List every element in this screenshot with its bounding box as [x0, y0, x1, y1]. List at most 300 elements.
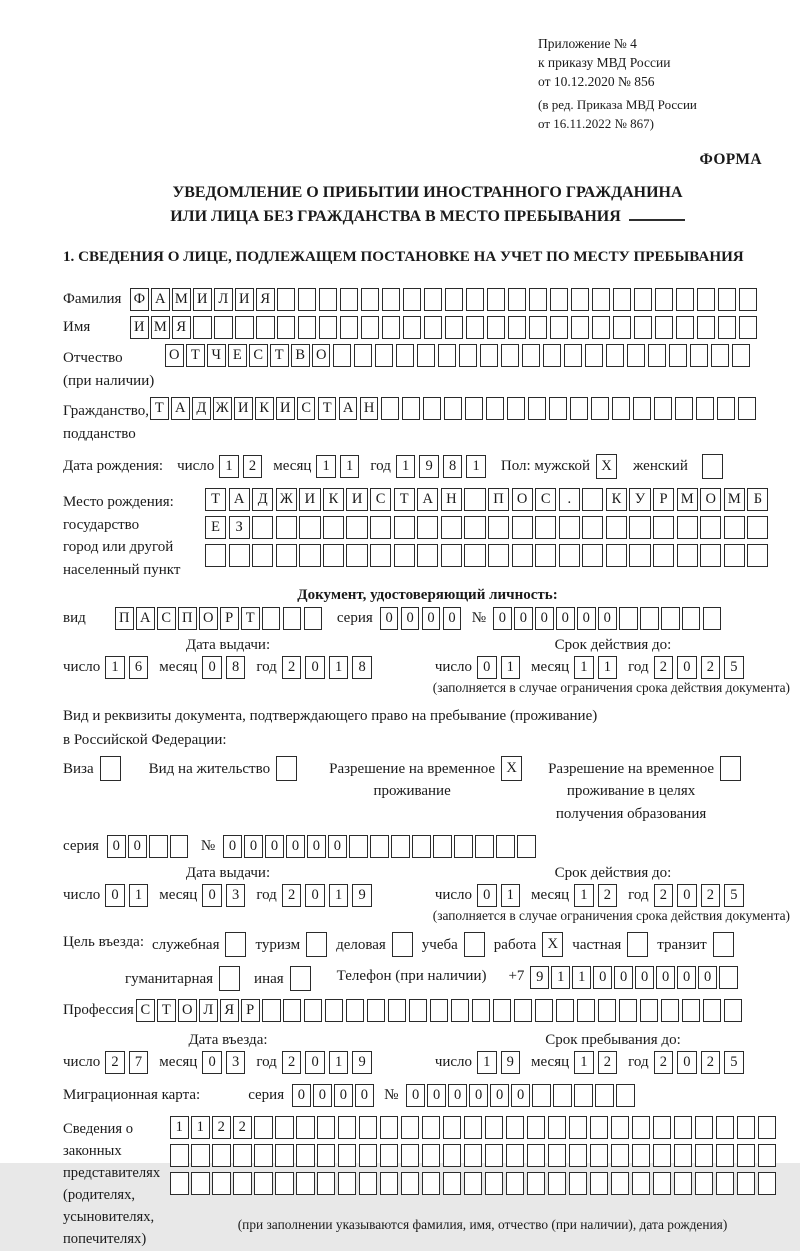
form-cell[interactable]: [674, 1116, 693, 1139]
form-cell[interactable]: [653, 516, 674, 539]
form-cell[interactable]: [611, 1172, 630, 1195]
form-cell[interactable]: [444, 397, 463, 420]
form-cell[interactable]: [697, 316, 716, 339]
purpose-humanitarian-checkbox[interactable]: [219, 966, 240, 991]
form-cell[interactable]: [346, 999, 365, 1022]
form-cell[interactable]: [564, 344, 583, 367]
form-cell[interactable]: [570, 397, 589, 420]
form-cell[interactable]: [433, 835, 452, 858]
form-cell[interactable]: [619, 607, 638, 630]
form-cell[interactable]: И: [193, 288, 212, 311]
form-cell[interactable]: 0: [448, 1084, 467, 1107]
form-cell[interactable]: 2: [654, 1051, 674, 1074]
form-cell[interactable]: [388, 999, 407, 1022]
form-cell[interactable]: [340, 316, 359, 339]
form-cell[interactable]: [724, 544, 745, 567]
form-cell[interactable]: 0: [305, 656, 325, 679]
form-cell[interactable]: К: [606, 488, 627, 511]
form-cell[interactable]: [380, 1172, 399, 1195]
form-cell[interactable]: [233, 1172, 252, 1195]
form-cell[interactable]: С: [249, 344, 268, 367]
purpose-other-checkbox[interactable]: [290, 966, 311, 991]
form-cell[interactable]: О: [512, 488, 533, 511]
form-cell[interactable]: [718, 316, 737, 339]
form-cell[interactable]: 1: [501, 656, 521, 679]
form-cell[interactable]: [535, 544, 556, 567]
form-cell[interactable]: [276, 516, 297, 539]
form-cell[interactable]: 0: [265, 835, 284, 858]
form-cell[interactable]: 2: [598, 1051, 618, 1074]
form-cell[interactable]: [338, 1116, 357, 1139]
form-cell[interactable]: [359, 1116, 378, 1139]
form-cell[interactable]: [464, 1116, 483, 1139]
form-cell[interactable]: Е: [205, 516, 226, 539]
form-cell[interactable]: [445, 316, 464, 339]
form-cell[interactable]: [724, 516, 745, 539]
form-cell[interactable]: 2: [701, 656, 721, 679]
form-cell[interactable]: [559, 544, 580, 567]
form-cell[interactable]: [380, 1144, 399, 1167]
form-cell[interactable]: [298, 316, 317, 339]
form-cell[interactable]: А: [229, 488, 250, 511]
form-cell[interactable]: [485, 1172, 504, 1195]
form-cell[interactable]: [696, 397, 715, 420]
form-cell[interactable]: 1: [170, 1116, 189, 1139]
form-cell[interactable]: Л: [199, 999, 218, 1022]
form-cell[interactable]: 1: [574, 656, 594, 679]
form-cell[interactable]: [532, 1084, 551, 1107]
form-cell[interactable]: 8: [352, 656, 372, 679]
form-cell[interactable]: 0: [401, 607, 420, 630]
form-cell[interactable]: О: [165, 344, 184, 367]
form-cell[interactable]: [527, 1144, 546, 1167]
form-cell[interactable]: [424, 288, 443, 311]
form-cell[interactable]: [653, 1172, 672, 1195]
form-cell[interactable]: 0: [355, 1084, 374, 1107]
form-cell[interactable]: [632, 1172, 651, 1195]
form-cell[interactable]: С: [136, 999, 155, 1022]
form-cell[interactable]: [441, 516, 462, 539]
form-cell[interactable]: 5: [724, 1051, 744, 1074]
form-cell[interactable]: [514, 999, 533, 1022]
form-cell[interactable]: Р: [220, 607, 239, 630]
form-cell[interactable]: 0: [635, 966, 654, 989]
form-cell[interactable]: 0: [511, 1084, 530, 1107]
form-cell[interactable]: [676, 288, 695, 311]
form-cell[interactable]: [409, 999, 428, 1022]
form-cell[interactable]: [417, 516, 438, 539]
form-cell[interactable]: Я: [256, 288, 275, 311]
form-cell[interactable]: [577, 999, 596, 1022]
form-cell[interactable]: [304, 999, 323, 1022]
form-cell[interactable]: Т: [241, 607, 260, 630]
form-cell[interactable]: [556, 999, 575, 1022]
form-cell[interactable]: [591, 397, 610, 420]
form-cell[interactable]: [732, 344, 751, 367]
form-cell[interactable]: 0: [334, 1084, 353, 1107]
form-cell[interactable]: [590, 1172, 609, 1195]
form-cell[interactable]: [319, 288, 338, 311]
form-cell[interactable]: .: [559, 488, 580, 511]
form-cell[interactable]: [401, 1116, 420, 1139]
form-cell[interactable]: [758, 1172, 777, 1195]
form-cell[interactable]: [235, 316, 254, 339]
form-cell[interactable]: [382, 288, 401, 311]
form-cell[interactable]: [582, 488, 603, 511]
form-cell[interactable]: [317, 1116, 336, 1139]
form-cell[interactable]: О: [700, 488, 721, 511]
form-cell[interactable]: [585, 344, 604, 367]
form-cell[interactable]: И: [346, 488, 367, 511]
form-cell[interactable]: [465, 397, 484, 420]
form-cell[interactable]: [522, 344, 541, 367]
form-cell[interactable]: [359, 1172, 378, 1195]
form-cell[interactable]: [611, 1144, 630, 1167]
form-cell[interactable]: [640, 607, 659, 630]
form-cell[interactable]: [191, 1144, 210, 1167]
form-cell[interactable]: [487, 288, 506, 311]
form-cell[interactable]: Ч: [207, 344, 226, 367]
form-cell[interactable]: [747, 544, 768, 567]
form-cell[interactable]: [737, 1172, 756, 1195]
form-cell[interactable]: [661, 999, 680, 1022]
form-cell[interactable]: 1: [551, 966, 570, 989]
form-cell[interactable]: [403, 288, 422, 311]
form-cell[interactable]: [535, 999, 554, 1022]
visa-checkbox[interactable]: [100, 756, 121, 781]
form-cell[interactable]: 9: [352, 884, 372, 907]
form-cell[interactable]: [214, 316, 233, 339]
form-cell[interactable]: И: [235, 288, 254, 311]
form-cell[interactable]: [512, 516, 533, 539]
form-cell[interactable]: [508, 288, 527, 311]
form-cell[interactable]: [299, 544, 320, 567]
form-cell[interactable]: [549, 397, 568, 420]
form-cell[interactable]: [711, 344, 730, 367]
form-cell[interactable]: [296, 1172, 315, 1195]
form-cell[interactable]: [529, 316, 548, 339]
form-cell[interactable]: [262, 607, 281, 630]
form-cell[interactable]: [459, 344, 478, 367]
form-cell[interactable]: [496, 835, 515, 858]
form-cell[interactable]: [361, 316, 380, 339]
form-cell[interactable]: 1: [477, 1051, 497, 1074]
form-cell[interactable]: [254, 1116, 273, 1139]
form-cell[interactable]: [595, 1084, 614, 1107]
form-cell[interactable]: [212, 1172, 231, 1195]
form-cell[interactable]: [758, 1144, 777, 1167]
form-cell[interactable]: Б: [747, 488, 768, 511]
form-cell[interactable]: [193, 316, 212, 339]
form-cell[interactable]: [475, 835, 494, 858]
form-cell[interactable]: [296, 1116, 315, 1139]
form-cell[interactable]: [493, 999, 512, 1022]
form-cell[interactable]: [590, 1144, 609, 1167]
form-cell[interactable]: [501, 344, 520, 367]
form-cell[interactable]: [629, 516, 650, 539]
form-cell[interactable]: 2: [701, 884, 721, 907]
form-cell[interactable]: 0: [493, 607, 512, 630]
form-cell[interactable]: [613, 316, 632, 339]
form-cell[interactable]: [592, 316, 611, 339]
form-cell[interactable]: [464, 1144, 483, 1167]
form-cell[interactable]: [254, 1172, 273, 1195]
form-cell[interactable]: Н: [360, 397, 379, 420]
form-cell[interactable]: [661, 607, 680, 630]
form-cell[interactable]: [653, 1144, 672, 1167]
form-cell[interactable]: [464, 488, 485, 511]
form-cell[interactable]: 0: [427, 1084, 446, 1107]
form-cell[interactable]: Л: [214, 288, 233, 311]
purpose-study-checkbox[interactable]: [464, 932, 485, 957]
form-cell[interactable]: [403, 316, 422, 339]
form-cell[interactable]: 1: [191, 1116, 210, 1139]
form-cell[interactable]: [488, 516, 509, 539]
form-cell[interactable]: [738, 397, 757, 420]
form-cell[interactable]: [466, 316, 485, 339]
form-cell[interactable]: [550, 316, 569, 339]
form-cell[interactable]: Т: [318, 397, 337, 420]
form-cell[interactable]: [298, 288, 317, 311]
form-cell[interactable]: [535, 516, 556, 539]
form-cell[interactable]: [737, 1116, 756, 1139]
form-cell[interactable]: [394, 516, 415, 539]
form-cell[interactable]: [548, 1172, 567, 1195]
form-cell[interactable]: О: [312, 344, 331, 367]
form-cell[interactable]: [488, 544, 509, 567]
form-cell[interactable]: [506, 1144, 525, 1167]
form-cell[interactable]: Т: [157, 999, 176, 1022]
form-cell[interactable]: [277, 288, 296, 311]
form-cell[interactable]: [695, 1144, 714, 1167]
form-cell[interactable]: [677, 544, 698, 567]
form-cell[interactable]: 0: [202, 1051, 222, 1074]
form-cell[interactable]: [401, 1144, 420, 1167]
form-cell[interactable]: [697, 288, 716, 311]
form-cell[interactable]: У: [629, 488, 650, 511]
form-cell[interactable]: [527, 1116, 546, 1139]
form-cell[interactable]: [252, 544, 273, 567]
form-cell[interactable]: [487, 316, 506, 339]
form-cell[interactable]: О: [199, 607, 218, 630]
form-cell[interactable]: [424, 316, 443, 339]
purpose-official-checkbox[interactable]: [225, 932, 246, 957]
form-cell[interactable]: [682, 607, 701, 630]
form-cell[interactable]: [700, 516, 721, 539]
form-cell[interactable]: Т: [186, 344, 205, 367]
form-cell[interactable]: [338, 1144, 357, 1167]
form-cell[interactable]: И: [276, 397, 295, 420]
form-cell[interactable]: [528, 397, 547, 420]
form-cell[interactable]: С: [535, 488, 556, 511]
form-cell[interactable]: 0: [490, 1084, 509, 1107]
form-cell[interactable]: [370, 516, 391, 539]
form-cell[interactable]: [422, 1172, 441, 1195]
form-cell[interactable]: [629, 544, 650, 567]
form-cell[interactable]: [592, 288, 611, 311]
female-checkbox[interactable]: [702, 454, 723, 479]
form-cell[interactable]: [739, 288, 758, 311]
form-cell[interactable]: 0: [202, 884, 222, 907]
form-cell[interactable]: 0: [698, 966, 717, 989]
form-cell[interactable]: [191, 1172, 210, 1195]
form-cell[interactable]: [606, 516, 627, 539]
form-cell[interactable]: [654, 397, 673, 420]
form-cell[interactable]: [719, 966, 738, 989]
form-cell[interactable]: [529, 288, 548, 311]
form-cell[interactable]: 0: [307, 835, 326, 858]
form-cell[interactable]: [149, 835, 168, 858]
form-cell[interactable]: А: [151, 288, 170, 311]
form-cell[interactable]: А: [171, 397, 190, 420]
form-cell[interactable]: [669, 344, 688, 367]
form-cell[interactable]: 0: [656, 966, 675, 989]
form-cell[interactable]: [359, 1144, 378, 1167]
form-cell[interactable]: Д: [192, 397, 211, 420]
form-cell[interactable]: 0: [286, 835, 305, 858]
form-cell[interactable]: 0: [105, 884, 125, 907]
form-cell[interactable]: [466, 288, 485, 311]
form-cell[interactable]: С: [297, 397, 316, 420]
purpose-tourism-checkbox[interactable]: [306, 932, 327, 957]
form-cell[interactable]: [574, 1084, 593, 1107]
form-cell[interactable]: [346, 544, 367, 567]
form-cell[interactable]: [655, 316, 674, 339]
form-cell[interactable]: 8: [226, 656, 246, 679]
form-cell[interactable]: [370, 544, 391, 567]
form-cell[interactable]: К: [255, 397, 274, 420]
form-cell[interactable]: Р: [241, 999, 260, 1022]
form-cell[interactable]: [464, 544, 485, 567]
form-cell[interactable]: 0: [107, 835, 126, 858]
form-cell[interactable]: [506, 1116, 525, 1139]
form-cell[interactable]: 1: [129, 884, 149, 907]
form-cell[interactable]: [233, 1144, 252, 1167]
form-cell[interactable]: [543, 344, 562, 367]
form-cell[interactable]: [445, 288, 464, 311]
form-cell[interactable]: 2: [243, 455, 263, 478]
form-cell[interactable]: [438, 344, 457, 367]
form-cell[interactable]: [402, 397, 421, 420]
form-cell[interactable]: [354, 344, 373, 367]
form-cell[interactable]: 1: [574, 884, 594, 907]
form-cell[interactable]: [758, 1116, 777, 1139]
form-cell[interactable]: 0: [202, 656, 222, 679]
form-cell[interactable]: [382, 316, 401, 339]
purpose-work-checkbox[interactable]: X: [542, 932, 563, 957]
form-cell[interactable]: 3: [226, 884, 246, 907]
form-cell[interactable]: [676, 316, 695, 339]
form-cell[interactable]: [422, 1144, 441, 1167]
form-cell[interactable]: [632, 1144, 651, 1167]
form-cell[interactable]: [695, 1116, 714, 1139]
form-cell[interactable]: 0: [477, 884, 497, 907]
form-cell[interactable]: 6: [129, 656, 149, 679]
form-cell[interactable]: П: [178, 607, 197, 630]
form-cell[interactable]: [170, 835, 189, 858]
form-cell[interactable]: [275, 1172, 294, 1195]
form-cell[interactable]: [283, 607, 302, 630]
purpose-business-checkbox[interactable]: [392, 932, 413, 957]
form-cell[interactable]: М: [172, 288, 191, 311]
form-cell[interactable]: [598, 999, 617, 1022]
form-cell[interactable]: [653, 1116, 672, 1139]
form-cell[interactable]: [739, 316, 758, 339]
form-cell[interactable]: [548, 1116, 567, 1139]
form-cell[interactable]: 0: [614, 966, 633, 989]
form-cell[interactable]: П: [488, 488, 509, 511]
form-cell[interactable]: [451, 999, 470, 1022]
form-cell[interactable]: 2: [701, 1051, 721, 1074]
form-cell[interactable]: [716, 1144, 735, 1167]
form-cell[interactable]: [716, 1116, 735, 1139]
form-cell[interactable]: [441, 544, 462, 567]
form-cell[interactable]: [349, 835, 368, 858]
male-checkbox[interactable]: X: [596, 454, 617, 479]
form-cell[interactable]: [375, 344, 394, 367]
form-cell[interactable]: [480, 344, 499, 367]
form-cell[interactable]: [361, 288, 380, 311]
form-cell[interactable]: [275, 1144, 294, 1167]
form-cell[interactable]: [506, 1172, 525, 1195]
form-cell[interactable]: [677, 516, 698, 539]
form-cell[interactable]: [443, 1144, 462, 1167]
form-cell[interactable]: 0: [577, 607, 596, 630]
form-cell[interactable]: [582, 516, 603, 539]
form-cell[interactable]: [370, 835, 389, 858]
form-cell[interactable]: Я: [172, 316, 191, 339]
form-cell[interactable]: Т: [150, 397, 169, 420]
form-cell[interactable]: [333, 344, 352, 367]
form-cell[interactable]: 0: [556, 607, 575, 630]
form-cell[interactable]: [569, 1172, 588, 1195]
form-cell[interactable]: 5: [724, 884, 744, 907]
form-cell[interactable]: [340, 288, 359, 311]
form-cell[interactable]: [613, 288, 632, 311]
form-cell[interactable]: М: [677, 488, 698, 511]
form-cell[interactable]: 8: [443, 455, 463, 478]
form-cell[interactable]: [633, 397, 652, 420]
form-cell[interactable]: 2: [282, 1051, 302, 1074]
form-cell[interactable]: [634, 288, 653, 311]
form-cell[interactable]: Ж: [213, 397, 232, 420]
form-cell[interactable]: [464, 516, 485, 539]
form-cell[interactable]: 2: [105, 1051, 125, 1074]
form-cell[interactable]: М: [724, 488, 745, 511]
form-cell[interactable]: [724, 999, 743, 1022]
form-cell[interactable]: [380, 1116, 399, 1139]
form-cell[interactable]: [252, 516, 273, 539]
form-cell[interactable]: [229, 544, 250, 567]
form-cell[interactable]: 0: [677, 884, 697, 907]
form-cell[interactable]: [417, 544, 438, 567]
form-cell[interactable]: [716, 1172, 735, 1195]
form-cell[interactable]: 0: [477, 656, 497, 679]
form-cell[interactable]: [569, 1116, 588, 1139]
form-cell[interactable]: [559, 516, 580, 539]
form-cell[interactable]: 0: [443, 607, 462, 630]
form-cell[interactable]: Д: [252, 488, 273, 511]
form-cell[interactable]: 0: [677, 966, 696, 989]
form-cell[interactable]: [391, 835, 410, 858]
form-cell[interactable]: [430, 999, 449, 1022]
form-cell[interactable]: 1: [501, 884, 521, 907]
form-cell[interactable]: [443, 1116, 462, 1139]
form-cell[interactable]: [571, 316, 590, 339]
purpose-private-checkbox[interactable]: [627, 932, 648, 957]
form-cell[interactable]: 9: [501, 1051, 521, 1074]
form-cell[interactable]: [690, 344, 709, 367]
